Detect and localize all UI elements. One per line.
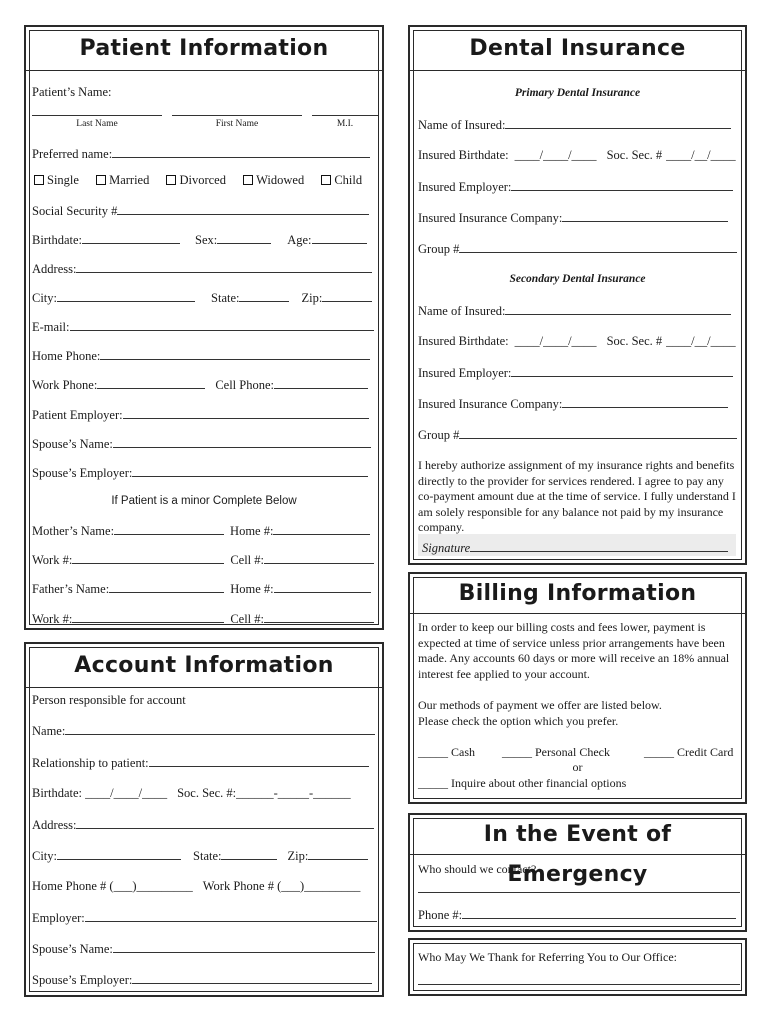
patient-employer-row: [32, 407, 369, 422]
account-city-label: City:: [32, 849, 58, 863]
billing-information-section: [408, 572, 747, 804]
account-birthdate-field[interactable]: ____/____/____: [85, 786, 168, 800]
father-home-field[interactable]: [274, 581, 371, 593]
mothers-name-label: Mother’s Name:: [32, 524, 115, 538]
secondary-company-label: Insured Insurance Company:: [418, 397, 563, 411]
marital-option-single[interactable]: Single: [34, 173, 79, 187]
authorization-text: I hereby authorize assignment of my insurance rights and benefits directly to the provider for services rendered. I agree to pay any co-payment amount due at the time of service. I fully understand I am solely responsible for any balance not paid by my insurance company.: [418, 458, 736, 534]
emergency-section: [408, 813, 747, 932]
account-city-field[interactable]: [57, 848, 181, 860]
primary-group-row: [418, 241, 737, 256]
account-spouse-name-row: [32, 941, 375, 956]
father-work-cell-row: [32, 611, 374, 626]
primary-insurance-heading: Primary Dental Insurance: [514, 87, 641, 99]
secondary-birthdate-row: [418, 334, 736, 348]
secondary-insurance-heading: Secondary Dental Insurance: [509, 273, 646, 285]
account-state-label: State:: [193, 849, 222, 863]
relationship-field[interactable]: [149, 755, 369, 767]
secondary-employer-label: Insured Employer:: [418, 366, 512, 380]
primary-birthdate-row: [418, 148, 736, 162]
emergency-phone-field[interactable]: [462, 907, 736, 919]
primary-company-field[interactable]: [562, 210, 728, 222]
emergency-phone-row: [418, 907, 736, 922]
email-field[interactable]: [70, 319, 374, 331]
ssn-label: Social Security #: [32, 204, 118, 218]
billing-policy-text: In order to keep our billing costs and fees lower, payment is expected at time of service unless prior arrangements have been made. Any accounts 60 days or more will receive an 18% annual interest fee applied to your account.: [418, 620, 730, 681]
account-spouse-employer-label: Spouse’s Employer:: [32, 973, 133, 987]
marital-option-married[interactable]: Married: [96, 173, 149, 187]
emergency-contact-label: Who should we contact?: [418, 862, 537, 876]
spouse-employer-field[interactable]: [132, 465, 368, 477]
zip-label: Zip:: [301, 291, 323, 305]
state-label: State:: [211, 291, 240, 305]
home-phone-label: Home Phone:: [32, 349, 101, 363]
mother-row: [32, 523, 370, 538]
primary-birthdate-field[interactable]: ____/____/____: [514, 148, 597, 162]
marital-status-options: [34, 173, 362, 187]
account-birthdate-label: Birthdate:: [32, 786, 82, 800]
payment-option-inquire[interactable]: _____ Inquire about other financial options: [418, 776, 627, 790]
minor-heading: If Patient is a minor Complete Below: [111, 495, 297, 507]
patient-information-section: [24, 25, 384, 630]
spouse-name-row: [32, 436, 371, 451]
account-spouse-employer-field[interactable]: [132, 972, 372, 984]
primary-employer-label: Insured Employer:: [418, 180, 512, 194]
age-label: Age:: [287, 233, 312, 247]
fathers-name-field[interactable]: [109, 581, 224, 593]
birthdate-sex-age-row: [32, 232, 367, 247]
ssn-field[interactable]: [117, 203, 369, 215]
relationship-label: Relationship to patient:: [32, 756, 149, 770]
spouse-name-field[interactable]: [113, 436, 371, 448]
payment-methods-line2: Please check the option which you prefer.: [418, 714, 619, 728]
checkbox-icon[interactable]: [34, 175, 44, 185]
primary-company-row: [418, 210, 728, 225]
account-spouse-name-label: Spouse’s Name:: [32, 942, 113, 956]
account-information-section: [24, 642, 384, 997]
payment-or-label: or: [572, 760, 583, 774]
mi-field[interactable]: [312, 104, 378, 116]
account-phones-row: [32, 879, 360, 893]
checkbox-icon[interactable]: [321, 175, 331, 185]
account-employer-row: [32, 910, 377, 925]
account-address-row: [32, 817, 374, 832]
secondary-birthdate-field[interactable]: ____/____/____: [514, 334, 597, 348]
preferred-name-row: [32, 146, 370, 161]
address-label: Address:: [32, 262, 77, 276]
last-name-caption: Last Name: [76, 119, 118, 129]
secondary-employer-row: [418, 365, 733, 380]
mi-caption: M.I.: [336, 119, 354, 129]
father-home-label: Home #:: [230, 582, 274, 596]
responsible-label: Person responsible for account: [32, 693, 186, 707]
account-zip-field[interactable]: [308, 848, 368, 860]
account-name-label: Name:: [32, 724, 66, 738]
account-home-phone-field[interactable]: Home Phone # (___)_________: [32, 879, 193, 893]
email-row: [32, 319, 374, 334]
mother-cell-label: Cell #:: [230, 553, 264, 567]
secondary-group-label: Group #: [418, 428, 460, 442]
account-name-row: [32, 723, 375, 738]
first-name-caption: First Name: [215, 119, 259, 129]
checkbox-icon[interactable]: [96, 175, 106, 185]
state-field[interactable]: [239, 290, 289, 302]
account-work-phone-field[interactable]: Work Phone # (___)_________: [202, 879, 361, 893]
city-field[interactable]: [57, 290, 195, 302]
primary-name-insured-row: [418, 117, 731, 132]
payment-option-credit-card[interactable]: _____ Credit Card: [644, 745, 734, 759]
secondary-name-insured-field[interactable]: [505, 303, 731, 315]
payment-option-personal-check[interactable]: _____ Personal Check: [502, 745, 610, 759]
cell-phone-field[interactable]: [274, 377, 368, 389]
primary-name-insured-label: Name of Insured:: [418, 118, 506, 132]
account-address-field[interactable]: [76, 817, 374, 829]
secondary-group-row: [418, 427, 737, 442]
emergency-phone-label: Phone #:: [418, 908, 463, 922]
patients-name-label: Patient’s Name:: [32, 85, 112, 99]
primary-name-insured-field[interactable]: [505, 117, 731, 129]
spouse-employer-label: Spouse’s Employer:: [32, 466, 133, 480]
account-zip-label: Zip:: [287, 849, 309, 863]
mother-work-cell-row: [32, 552, 374, 567]
last-name-field[interactable]: [32, 104, 162, 116]
referral-label: Who May We Thank for Referring You to Our Office:: [418, 950, 677, 964]
account-spouse-name-field[interactable]: [113, 941, 375, 953]
primary-company-label: Insured Insurance Company:: [418, 211, 563, 225]
work-phone-field[interactable]: [97, 377, 205, 389]
marital-option-divorced[interactable]: Divorced: [166, 173, 226, 187]
secondary-employer-field[interactable]: [511, 365, 733, 377]
email-label: E-mail:: [32, 320, 70, 334]
account-ssn-label: Soc. Sec. #:: [177, 786, 237, 800]
preferred-name-field[interactable]: [112, 146, 370, 158]
birthdate-field[interactable]: [82, 232, 180, 244]
father-work-field[interactable]: [72, 611, 224, 623]
signature-field[interactable]: [470, 540, 728, 552]
secondary-ssn-label: Soc. Sec. #: [606, 334, 663, 348]
spouse-employer-row: [32, 465, 368, 480]
dental-insurance-section: [408, 25, 747, 565]
father-cell-label: Cell #:: [230, 612, 264, 626]
zip-field[interactable]: [322, 290, 372, 302]
city-label: City:: [32, 291, 58, 305]
account-address-label: Address:: [32, 818, 77, 832]
mother-home-label: Home #:: [230, 524, 274, 538]
patient-employer-field[interactable]: [123, 407, 369, 419]
primary-birthdate-label: Insured Birthdate:: [418, 148, 509, 162]
signature-label: Signature: [422, 541, 471, 555]
mother-cell-field[interactable]: [264, 552, 374, 564]
secondary-name-insured-row: [418, 303, 731, 318]
emergency-contact-field[interactable]: [418, 881, 740, 893]
age-field[interactable]: [312, 232, 367, 244]
account-employer-field[interactable]: [85, 910, 377, 922]
mother-work-label: Work #:: [32, 553, 73, 567]
home-phone-row: [32, 348, 370, 363]
emergency-title: In the Event of Emergency: [410, 815, 745, 855]
secondary-group-field[interactable]: [459, 427, 737, 439]
fathers-name-label: Father’s Name:: [32, 582, 110, 596]
preferred-name-label: Preferred name:: [32, 147, 113, 161]
primary-ssn-field[interactable]: ____/__/____: [666, 148, 736, 162]
patient-employer-label: Patient Employer:: [32, 408, 123, 422]
account-city-state-zip-row: [32, 848, 368, 863]
primary-group-label: Group #: [418, 242, 460, 256]
first-name-field[interactable]: [172, 104, 302, 116]
dental-insurance-title: Dental Insurance: [410, 27, 745, 71]
account-state-field[interactable]: [221, 848, 277, 860]
secondary-birthdate-label: Insured Birthdate:: [418, 334, 509, 348]
sex-label: Sex:: [195, 233, 218, 247]
mother-home-field[interactable]: [273, 523, 370, 535]
secondary-company-row: [418, 396, 728, 411]
primary-employer-row: [418, 179, 733, 194]
mothers-name-field[interactable]: [114, 523, 224, 535]
secondary-name-insured-label: Name of Insured:: [418, 304, 506, 318]
relationship-row: [32, 755, 369, 770]
address-field[interactable]: [76, 261, 372, 273]
primary-employer-field[interactable]: [511, 179, 733, 191]
account-name-field[interactable]: [65, 723, 375, 735]
work-cell-phone-row: [32, 377, 368, 392]
father-row: [32, 581, 371, 596]
ssn-row: [32, 203, 369, 218]
checkbox-icon[interactable]: [166, 175, 176, 185]
cell-phone-label: Cell Phone:: [215, 378, 274, 392]
payment-option-cash[interactable]: _____ Cash: [418, 745, 475, 759]
spouse-name-label: Spouse’s Name:: [32, 437, 113, 451]
father-cell-field[interactable]: [264, 611, 374, 623]
primary-ssn-label: Soc. Sec. #: [606, 148, 663, 162]
payment-methods-line1: Our methods of payment we offer are listed below.: [418, 698, 662, 712]
account-ssn-field[interactable]: ______-_____-______: [236, 786, 351, 800]
checkbox-icon[interactable]: [243, 175, 253, 185]
city-state-zip-row: [32, 290, 372, 305]
primary-group-field[interactable]: [459, 241, 737, 253]
signature-row: [422, 540, 728, 555]
account-birthdate-ssn-row: [32, 786, 351, 800]
referral-field[interactable]: [418, 973, 740, 985]
mother-work-field[interactable]: [72, 552, 224, 564]
marital-option-widowed[interactable]: Widowed: [243, 173, 304, 187]
referral-section: [408, 938, 747, 996]
billing-information-title: Billing Information: [410, 574, 745, 614]
sex-field[interactable]: [217, 232, 271, 244]
secondary-ssn-field[interactable]: ____/__/____: [666, 334, 736, 348]
work-phone-label: Work Phone:: [32, 378, 98, 392]
account-information-title: Account Information: [26, 644, 382, 688]
home-phone-field[interactable]: [100, 348, 370, 360]
marital-option-child[interactable]: Child: [321, 173, 362, 187]
account-spouse-employer-row: [32, 972, 372, 987]
address-row: [32, 261, 372, 276]
account-employer-label: Employer:: [32, 911, 85, 925]
patient-information-title: Patient Information: [26, 27, 382, 71]
father-work-label: Work #:: [32, 612, 73, 626]
birthdate-label: Birthdate:: [32, 233, 82, 247]
secondary-company-field[interactable]: [562, 396, 728, 408]
